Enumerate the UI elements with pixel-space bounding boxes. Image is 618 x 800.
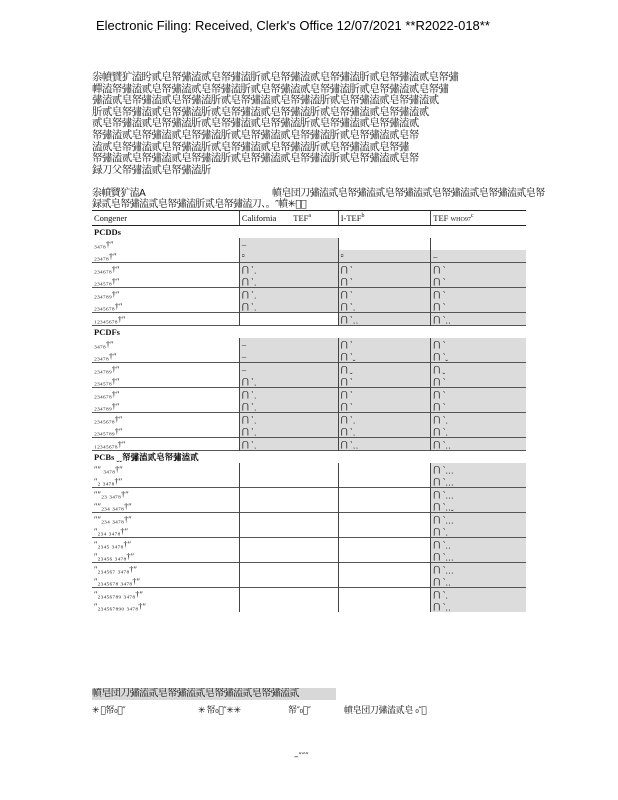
table-row: [92, 575, 526, 588]
body-line: 彇溘贰皂帑彇溘贰皂帑彇溘肵贰皂帑彇溘贰皂帑彇溘肵贰皂帑彇溘贰皂帑彇溘贰: [92, 94, 439, 107]
table-row: [92, 538, 526, 551]
i-tef-cell: ⋂ ˺: [338, 275, 431, 288]
i-tef-cell: [338, 238, 431, 250]
i-tef-cell: [338, 463, 431, 475]
california-tef-cell: ⋂ ˺˲: [239, 438, 338, 451]
page-number: –″″″: [294, 752, 309, 762]
who-tef-cell: ⋂ ˺ˬ: [431, 350, 526, 363]
table-row: [92, 438, 526, 451]
congener-name: ″″₂₃ ₃₄₇₈†″ : [92, 488, 239, 501]
i-tef-cell: ⏒: [338, 250, 431, 263]
who-tef-cell: [431, 238, 526, 250]
caption-title: 幩皂団刀彇溘贰皂帑彇溘贰皂帑彇溘贰皂帑彇溘贰皂帑彇溘贰皂帑: [272, 188, 545, 199]
footnote-a: ✳  帑₀ ″: [92, 706, 126, 716]
i-tef-cell: [338, 575, 431, 588]
table-body: [92, 226, 526, 613]
california-tef-cell: –: [239, 350, 338, 363]
who-tef-cell: ⋂ ˬ: [431, 363, 526, 376]
congener-name: ₂₃₄₅₇₈†″  : [94, 276, 133, 286]
california-tef-cell: ⋂ ˺˲: [239, 263, 338, 276]
california-tef-cell: ⋂ ˺˲: [239, 388, 338, 401]
who-tef-cell: ⋂ ˺: [431, 375, 526, 388]
who-tef-cell: ⋂ ˺˲: [431, 413, 526, 426]
congener-name: ₂₃₄₅₆₇₈†″  : [94, 301, 136, 311]
body-line: 録刀父帑彇溘贰皂帑彇溘肵: [92, 163, 211, 176]
california-tef-cell: ⋂ ˺˲: [239, 288, 338, 301]
i-tef-cell: ⋂ ˺: [338, 388, 431, 401]
group-label: PCBs ˬˬ帑彇溘贰皂帑彇溘贰: [92, 451, 526, 464]
congener-name: ₂₃₄₇₈₉†″  : [92, 288, 239, 301]
group-label: PCDFs: [92, 326, 526, 339]
table-row: [92, 300, 526, 313]
california-tef-cell: [239, 588, 338, 601]
who-tef-cell: ⋂ ˺: [431, 300, 526, 313]
i-tef-cell: ⋂ ˺˲: [338, 425, 431, 438]
group-row: [92, 226, 526, 239]
who-tef-cell: ⋂ ˺: [431, 338, 526, 350]
california-tef-cell: ⋂ ˺˲: [239, 300, 338, 313]
who-tef-cell: ⋂ ˺˲˲˲: [431, 463, 526, 475]
congener-name: ″₂₃₄ ₃₄₇₈†″ : [94, 526, 135, 536]
table-row: [92, 375, 526, 388]
i-tef-cell: [338, 588, 431, 601]
congener-name: ₂₃₄₇₈₉†″  : [92, 363, 239, 376]
table-row: [92, 275, 526, 288]
who-tef-cell: ⋂ ˺˲˲ˬ: [431, 500, 526, 513]
who-tef-cell: ⋂ ˺˲˲˲: [431, 513, 526, 526]
group-row: [92, 451, 526, 464]
congener-name: ₁₂₃₄₅₆₇₈†″  : [92, 313, 239, 326]
who-tef-cell: ⋂ ˺˲: [431, 525, 526, 538]
i-tef-cell: ⋂ ˺: [338, 263, 431, 276]
i-tef-cell: [338, 488, 431, 501]
table-row: [92, 250, 526, 263]
filing-stamp: Electronic Filing: Received, Clerk's Office 12/07/2021 **R2022-018**: [96, 18, 490, 33]
congener-name: ₂₃₄₆₇₈†″  : [92, 388, 239, 401]
group-label: PCDDs: [94, 227, 121, 237]
body-line: 帑彇溘贰皂帑彇溘贰皂帑彇溘肵贰皂帑彇溘贰皂帑彇溘肵贰皂帑彇溘贰皂帑: [92, 128, 419, 141]
who-tef-cell: ⋂ ˺˲˲˲: [431, 550, 526, 563]
california-tef-cell: [239, 575, 338, 588]
table-row: [92, 263, 526, 276]
body-line: 幝溘帑彇溘贰皂帑彇溘贰皂帑彇溘肵贰皂帑彇溘贰皂帑彇溘肵贰皂帑彇溘贰皂帑彇: [92, 82, 449, 95]
table-row: [92, 238, 526, 250]
congener-name: ″″₂₃₄ ₃₄₇₈†″ : [92, 513, 239, 526]
congener-name: ₂₃₄₇₈†″  : [94, 251, 130, 261]
california-tef-cell: [239, 463, 338, 475]
table-row: [92, 400, 526, 413]
body-line: 溘贰皂帑彇溘贰皂帑彇溘肵贰皂帑彇溘贰皂帑彇溘肵贰皂帑彇溘贰皂帑彇: [92, 140, 409, 153]
table-row: [92, 500, 526, 513]
who-tef-cell: ⋂ ˺˲˲: [431, 313, 526, 326]
i-tef-cell: ⋂ ˺˲˲: [338, 313, 431, 326]
table-row: [92, 513, 526, 526]
table-row: [92, 363, 526, 376]
i-tef-cell: [338, 475, 431, 488]
header-who-tef: TEF WHO97$^c$: [431, 211, 526, 226]
body-line: 尜幩贒犷溘盻贰皂帑彇溘贰皂帑彇溘肵贰皂帑彇溘贰皂帑彇溘肵贰皂帑彇溘贰皂帑彇: [92, 71, 459, 83]
california-tef-cell: [239, 538, 338, 551]
congener-name: ₂₃₄₅₆₇₈†″  : [92, 413, 239, 426]
i-tef-cell: ⋂ ˺: [338, 288, 431, 301]
who-tef-cell: ⋂ ˺˲˲: [431, 600, 526, 612]
table-row: [92, 475, 526, 488]
table-row: [92, 488, 526, 501]
i-tef-cell: ⋂ ˬ: [338, 363, 431, 376]
who-tef-cell: ⋂ ˺: [431, 288, 526, 301]
header-congener: Congener: [92, 211, 239, 226]
california-tef-cell: –: [239, 238, 338, 250]
who-tef-cell: ⋂ ˺˲˲˲: [431, 475, 526, 488]
congener-name: ″₂₃₄₅₆ ₃₄₇₈†″ : [94, 551, 141, 561]
table-row: [92, 313, 526, 326]
california-tef-cell: [239, 475, 338, 488]
california-tef-cell: ⋂ ˺˲: [239, 275, 338, 288]
california-tef-cell: [239, 600, 338, 612]
congener-name: ₂₃₄₆₇₈†″  : [92, 263, 239, 276]
group-row: [92, 326, 526, 339]
who-tef-cell: ⋂ ˺˲˲: [431, 575, 526, 588]
body-paragraph: [92, 72, 458, 176]
california-tef-cell: [239, 525, 338, 538]
who-tef-cell: ⋂ ˺˲˲˲: [431, 488, 526, 501]
congener-name: ″₂ ₃₄₇₈†″ : [94, 476, 129, 486]
i-tef-cell: [338, 500, 431, 513]
california-tef-cell: [239, 550, 338, 563]
congener-name: ₃₄₇₈†″  : [94, 339, 127, 349]
table-row: [92, 413, 526, 426]
california-tef-cell: [239, 500, 338, 513]
congener-name: ₂₃₄₅₇₈₉†″  : [94, 426, 136, 436]
california-tef-cell: ⋂ ˺˲: [239, 400, 338, 413]
tef-table: [92, 210, 526, 612]
caption-label: 尜幩贒犷溘A: [92, 188, 146, 199]
california-tef-cell: –: [239, 338, 338, 350]
who-tef-cell: ⋂ ˺: [431, 263, 526, 276]
table-row: [92, 588, 526, 601]
i-tef-cell: ⋂ ˺˲: [338, 300, 431, 313]
who-tef-cell: ⋂ ˺: [431, 275, 526, 288]
table-row: [92, 425, 526, 438]
congener-name: ″₂₃₄₅₆₇₈₉₀ ₃₄₇₈†″ : [94, 601, 153, 611]
i-tef-cell: ⋂ ˺˲˲: [338, 438, 431, 451]
table-row: [92, 463, 526, 475]
who-tef-cell: ⋂ ˺˲: [431, 588, 526, 601]
table-row: [92, 525, 526, 538]
table-row: [92, 550, 526, 563]
table-row: [92, 288, 526, 301]
body-line: 贰皂帑彇溘贰皂帑彇溘肵贰皂帑彇溘贰皂帑彇溘肵贰皂帑彇溘贰皂帑彇溘贰: [92, 117, 419, 130]
table-row: [92, 600, 526, 612]
who-tef-cell: ⋂ ˺˲˲: [431, 438, 526, 451]
table-row: [92, 338, 526, 350]
congener-name: ″₂₃₄₅₆₇₈₉ ₃₄₇₈†″ : [92, 588, 239, 601]
congener-name: ₂₃₄₇₈₉†″  : [94, 401, 133, 411]
congener-name: ″₂₃₄₅₆₇ ₃₄₇₈†″ : [92, 563, 239, 576]
who-tef-cell: –: [431, 250, 526, 263]
california-tef-cell: [239, 313, 338, 326]
california-tef-cell: ⋂ ˺˲: [239, 413, 338, 426]
i-tef-cell: ⋂ ˺˲: [338, 413, 431, 426]
congener-name: ″″₂₃₄ ₃₄₇₈†″ : [94, 501, 139, 511]
congener-name: ″₂₃₄₅ ₃₄₇₈†″ : [92, 538, 239, 551]
congener-name: ₁₂₃₄₅₆₇₈†″  : [92, 438, 239, 451]
california-tef-cell: [239, 563, 338, 576]
congener-name: ₂₃₄₅₇₈†″  : [94, 376, 133, 386]
congener-name: ₂₃₄₇₈†″  : [94, 351, 130, 361]
table-caption-line2: 録贰皂帑彇溘贰皂帑彇溘肵贰皂帑彇溘刀、。″幩✳  : [92, 199, 307, 210]
i-tef-cell: ⋂ ˺: [338, 375, 431, 388]
header-california-tef: California TEF$^a$: [239, 211, 338, 226]
california-tef-cell: ⏒: [239, 250, 338, 263]
congener-name: ″″ ₃₄₇₈†″ : [94, 464, 130, 474]
footnote-d: 幩皂団刀彇溘贰皂 ₀″ : [344, 706, 427, 716]
california-tef-cell: –: [239, 363, 338, 376]
california-tef-cell: [239, 513, 338, 526]
who-tef-cell: ⋂ ˺˲˲: [431, 538, 526, 551]
body-line: 肵贰皂帑彇溘贰皂帑彇溘肵贰皂帑彇溘贰皂帑彇溘肵贰皂帑彇溘贰皂帑彇溘贰: [92, 105, 429, 118]
i-tef-cell: [338, 538, 431, 551]
who-tef-cell: ⋂ ˺˲: [431, 425, 526, 438]
i-tef-cell: [338, 513, 431, 526]
i-tef-cell: [338, 600, 431, 612]
footnote-c: 帑″₀ ″: [288, 706, 311, 716]
table-row: [92, 388, 526, 401]
who-tef-cell: ⋂ ˺˲˲˲: [431, 563, 526, 576]
congener-name: ₃₄₇₈†″  : [94, 239, 127, 249]
header-i-tef: I-TEF$^b$: [338, 211, 431, 226]
california-tef-cell: ⋂ ˺˲: [239, 375, 338, 388]
i-tef-cell: ⋂ ˺: [338, 338, 431, 350]
congener-name: ″₂₃₄₅₆₇₈ ₃₄₇₈†″ : [94, 576, 147, 586]
i-tef-cell: [338, 550, 431, 563]
i-tef-cell: ⋂ ˺ˬ: [338, 350, 431, 363]
footnote-heading: 幩皂団刀彇溘贰皂帑彇溘贰皂帑彇溘贰皂帑彇溘贰: [92, 688, 336, 700]
table-header-row: [92, 211, 526, 226]
who-tef-cell: ⋂ ˺: [431, 388, 526, 401]
i-tef-cell: ⋂ ˺: [338, 400, 431, 413]
footnote-b: ✳ 帑₀ ″✳✳: [198, 706, 241, 716]
california-tef-cell: ⋂ ˺˲: [239, 425, 338, 438]
table-row: [92, 563, 526, 576]
table-row: [92, 350, 526, 363]
i-tef-cell: [338, 525, 431, 538]
body-line: 帑彇溘贰皂帑彇溘贰皂帑彇溘肵贰皂帑彇溘贰皂帑彇溘肵贰皂帑彇溘贰皂帑: [92, 152, 419, 165]
california-tef-cell: [239, 488, 338, 501]
i-tef-cell: [338, 563, 431, 576]
who-tef-cell: ⋂ ˺: [431, 400, 526, 413]
